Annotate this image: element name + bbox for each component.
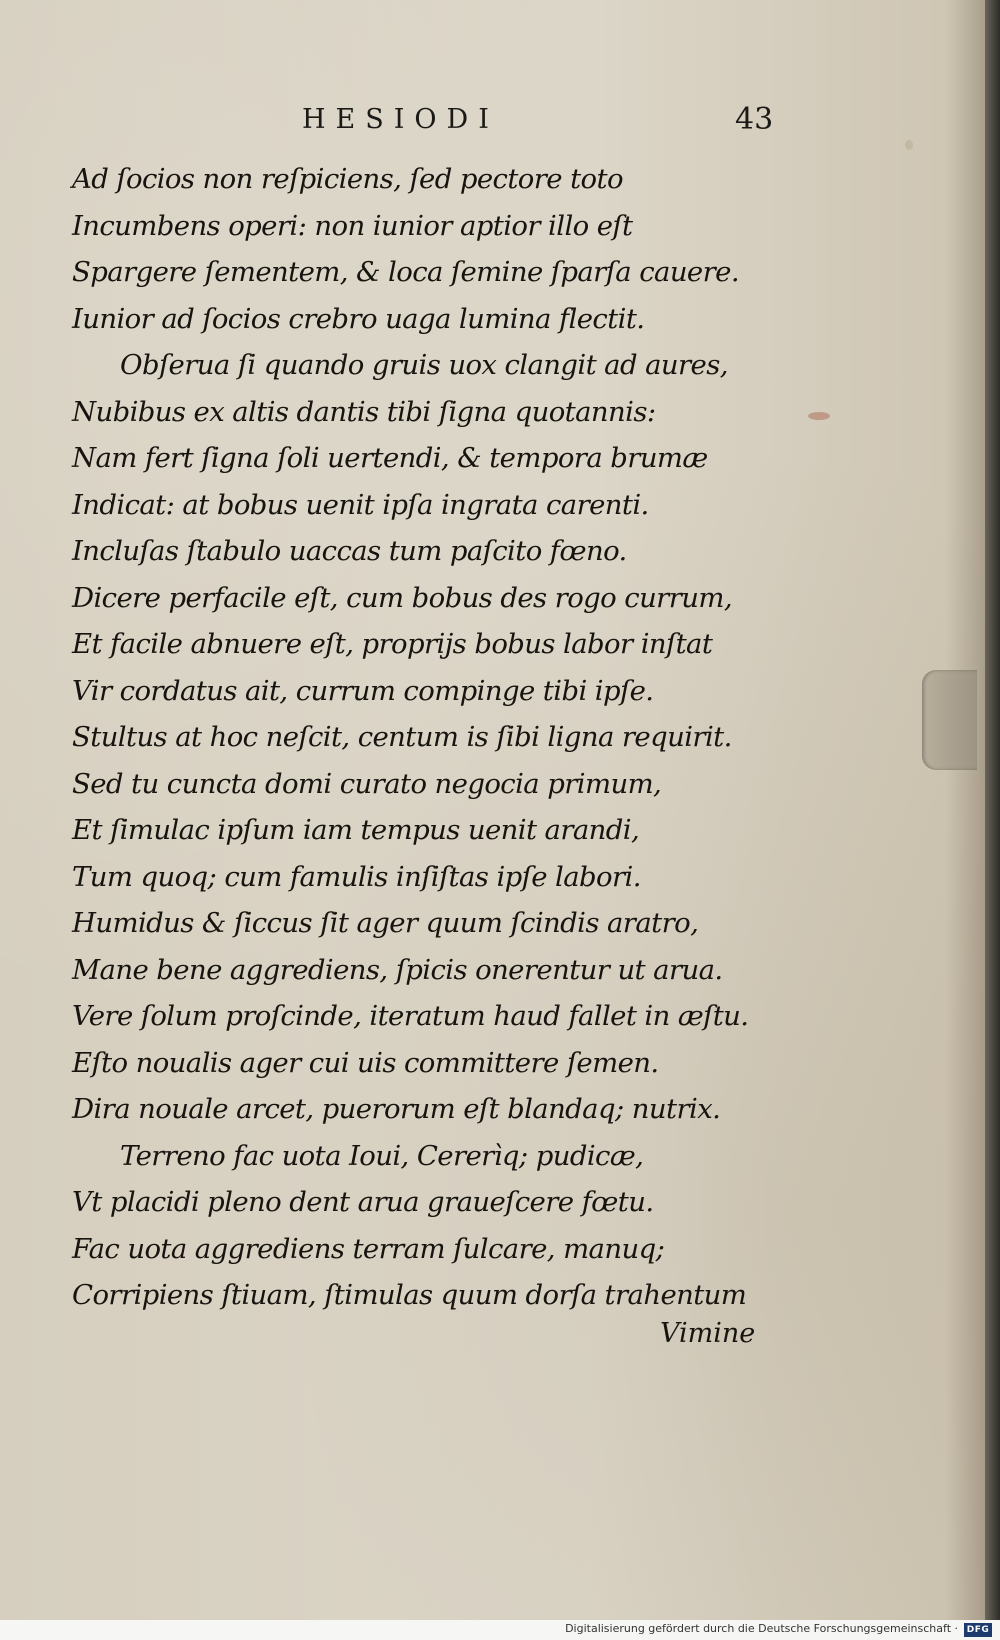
verse-line: Fac uota aggrediens terram ſulcare, manuq; — [72, 1232, 665, 1265]
verse-block — [72, 156, 772, 1319]
verse-line: Corripiens ſtiuam, ſtimulas quum dorſa trahentum — [72, 1279, 747, 1311]
verse-line: Stultus at hoc neſcit, centum is ſibi ligna requirit. — [72, 721, 732, 753]
verse-line: Incluſas ſtabulo uaccas tum paſcito fœno. — [72, 535, 627, 567]
page-header — [0, 104, 985, 144]
verse-line: Indicat: at bobus uenit ipſa ingrata carenti. — [72, 488, 649, 521]
funding-credit: Digitalisierung gefördert durch die Deutsche Forschungsgemeinschaft · — [565, 1622, 958, 1635]
dfg-logo: DFG — [964, 1623, 992, 1637]
verse-line: Eſto noualis ager cui uis committere ſemen. — [72, 1046, 659, 1079]
verse-line: Spargere ſementem, & loca ſemine ſparſa cauere. — [72, 256, 739, 288]
running-title: HESIODI — [302, 104, 499, 135]
paper-stain — [808, 412, 830, 420]
verse-line: Terreno fac uota Ioui, Cererìq; pudicæ, — [120, 1139, 644, 1172]
verse-line: Et ſimulac ipſum iam tempus uenit arandi, — [72, 814, 640, 846]
verse-line: Incumbens operi: non iunior aptior illo eſt — [72, 209, 633, 242]
verse-line: Dira nouale arcet, puerorum eſt blandaq; nutrix. — [72, 1093, 721, 1125]
verse-line: Ad ſocios non reſpiciens, ſed pectore toto — [72, 163, 623, 195]
verse-line: Tum quoq; cum famulis inſiſtas ipſe labori. — [72, 860, 641, 893]
page-tab-marker — [922, 670, 977, 770]
verse-line: Humidus & ſiccus ſit ager quum ſcindis aratro, — [72, 907, 699, 939]
verse-line: Nubibus ex altis dantis tibi ſigna quotannis: — [72, 395, 656, 428]
verse-line: Vere ſolum proſcinde, iteratum haud fallet in æſtu. — [72, 1000, 749, 1032]
verse-line: Iunior ad ſocios crebro uaga lumina flectit. — [72, 302, 645, 335]
verse-line: Dicere perfacile eſt, cum bobus des rogo currum, — [72, 581, 733, 614]
scanner-edge — [985, 0, 1000, 1620]
verse-line: Et facile abnuere eſt, proprijs bobus labor inſtat — [72, 628, 713, 660]
catchword: Vimine — [660, 1318, 756, 1349]
verse-line: Nam fert ſigna ſoli uertendi, & tempora brumæ — [72, 442, 708, 474]
verse-line: Vir cordatus ait, currum compinge tibi ipſe. — [72, 674, 654, 707]
verse-line: Sed tu cuncta domi curato negocia primum, — [72, 767, 662, 800]
page-number: 43 — [735, 102, 774, 137]
verse-line: Mane bene aggrediens, ſpicis onerentur ut arua. — [72, 953, 723, 986]
verse-line: Vt placidi pleno dent arua graueſcere fœtu. — [72, 1186, 654, 1218]
verse-line: Obſerua ſi quando gruis uox clangit ad aures, — [120, 349, 728, 381]
